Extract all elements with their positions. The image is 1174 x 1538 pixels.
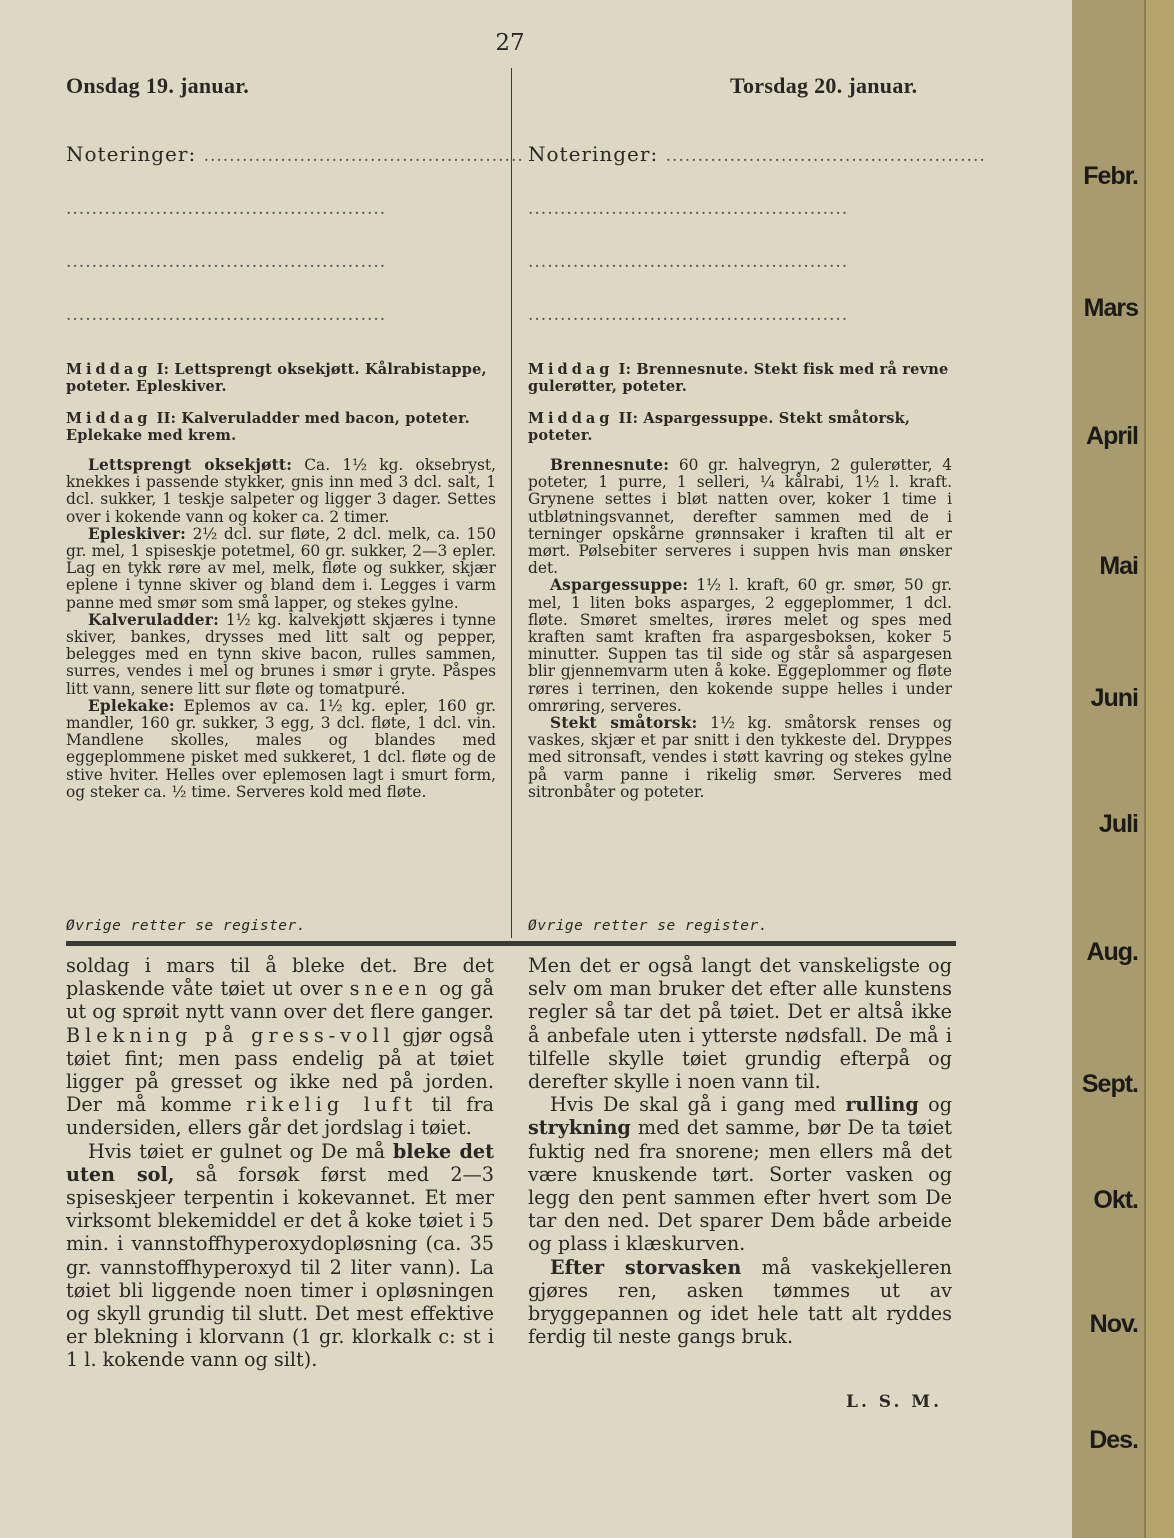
menu-1-right: Middag I: Brennesnute. Stekt fisk med rå revne gulerøtter, poteter. [528, 361, 949, 395]
menu-1-left: Middag I: Lettsprengt oksekjøtt. Kålrabistappe, poteter. Epleskiver. [66, 361, 487, 395]
recipe: Stekt småtorsk: 1½ kg. småtorsk renses og vaskes, skjær et par snitt i den tykkeste del. Dryppes med sitronsaft, vendes i støtt kavring og stekes gylne på varm panne i rikelig smør. Serveres med sitronbåter og poteter. [528, 714, 953, 801]
recipe: Eplekake: Eplemos av ca. 1½ kg. epler, 160 gr. mandler, 160 gr. sukker, 3 egg, 3 dcl. fløte, 1 dcl. vin. Mandlene skolles, males og blandes med eggeplommene pisket med sukkeret, 1 dcl. fløte og de stive hviter. Helles over eplemosen lagt i smurt form, og steker ca. ½ time. Serveres kold med fløte. [66, 696, 496, 801]
recipes-right [528, 457, 952, 801]
tab-juli[interactable]: Juli [1098, 810, 1138, 838]
tab-juni[interactable]: Juni [1090, 684, 1138, 712]
paragraph: soldag i mars til å bleke det. Bre det plaskende våte tøiet ut over sneen og gå ut og sprøit nytt vann over det flere ganger. Blekning på gress-voll gjør også tøiet fint; men pass endelig på at tøiet ligger på gresset og ikke ned på jorden. Der må komme rikelig luft til fra undersiden, ellers går det jordslag i tøiet. [66, 954, 494, 1140]
recipe: Brennesnute: 60 gr. halvegryn, 2 gulerøtter, 4 poteter, 1 purre, 1 selleri, ¼ kålrabi, 1½ l. kraft. Grynene settes i bløt natten over, koker 1 time i utbløtningsvannet, derefter sammen med de i terninger opskårne grønnsaker i kraften til alt er mørt. Pølsebiter serveres i suppen hvis man ønsker det. [528, 456, 952, 578]
notes-right [528, 142, 986, 166]
tab-april[interactable]: April [1086, 422, 1138, 450]
page-number: 27 [495, 30, 525, 56]
tab-mars[interactable]: Mars [1083, 294, 1138, 322]
tab-des[interactable]: Des. [1089, 1426, 1138, 1454]
section-divider [66, 941, 956, 946]
tab-strip [1144, 0, 1174, 1538]
paragraph: Hvis tøiet er gulnet og De må bleke det uten sol, så forsøk først med 2—3 spiseskjeer terpentin i kokevannet. Et mer virksomt blekemiddel er det å koke tøiet i 5 min. i vannstoffhyperoxydopløsning (ca. 35 gr. vannstoffhyperoxyd til 2 liter vann). La tøiet bli liggende noen timer i opløsningen og skyll grundig til slutt. Det mest effektive er blekning i klorvann (1 gr. klorkalk c: st i 1 l. kokende vann og silt). [66, 1139, 494, 1372]
dot-leader: .................................................. [203, 146, 524, 166]
month-index-tabs [1072, 0, 1174, 1538]
day-heading-right: Torsdag 20. januar. [730, 73, 918, 98]
recipe: Epleskiver: 2½ dcl. sur fløte, 2 dcl. melk, ca. 150 gr. mel, 1 spiseskje potetmel, 60 gr. sukker, 2—3 epler. Lag en tykk røre av mel, melk, fløte og sukker, skjær eplene i tynne skiver og bland dem i. Legges i varm panne med smør som små lapper, og stekes gylne. [66, 524, 496, 612]
recipe: Kalveruladder: 1½ kg. kalvekjøtt skjæres i tynne skiver, bankes, drysses med litt salt og pepper, belegges med en tynn skive bacon, rulles sammen, surres, vendes i mel og brunes i smør i gryte. Påspes litt vann, senere litt sur fløte og tomatpuré. [66, 610, 496, 698]
tab-okt[interactable]: Okt. [1093, 1186, 1138, 1214]
note-line: .................................................. [528, 305, 849, 325]
notes-label: Noteringer: [528, 142, 659, 166]
note-line: .................................................. [528, 199, 849, 219]
paragraph: Efter storvasken må vaskekjelleren gjøres ren, asken tømmes ut av bryggepannen og idet hele tatt alt ryddes ferdig til neste gangs bruk. [528, 1255, 952, 1349]
signature: L. S. M. [846, 1392, 943, 1412]
recipe: Lettsprengt oksekjøtt: Ca. 1½ kg. oksebryst, knekkes i passende stykker, gnis inn med 3 dcl. salt, 1 dcl. sukker, 1 teskje salpeter og ligger 3 dager. Settes over i kokende vann og koker ca. 2 timer. [66, 456, 496, 526]
note-line: .................................................. [528, 252, 849, 272]
note-line: .................................................. [66, 252, 387, 272]
dot-leader: .................................................. [665, 146, 986, 166]
note-line: .................................................. [66, 305, 387, 325]
menu-2-left: Middag II: Kalveruladder med bacon, poteter. Eplekake med krem. [66, 410, 470, 444]
notes-left [66, 142, 524, 166]
recipes-left [66, 457, 496, 801]
day-heading-left: Onsdag 19. januar. [66, 73, 250, 98]
notes-label: Noteringer: [66, 142, 197, 166]
recipe: Aspargessuppe: 1½ l. kraft, 60 gr. smør, 50 gr. mel, 1 liten boks asparges, 2 eggeplommer, 1 dcl. fløte. Smøret smeltes, irøres melet og spes med kraften samt kraften fra aspargesboksen, koker 5 minutter. Suppen tas til side og står så aspargesen blir gjennemvarm uten å koke. Eggeplommer og fløte røres i terrinen, den kokende suppe helles i under omrøring, serveres. [528, 576, 952, 715]
tab-febr[interactable]: Febr. [1083, 162, 1138, 190]
other-dishes-left: Øvrige retter se register. [66, 918, 306, 934]
other-dishes-right: Øvrige retter se register. [528, 918, 768, 934]
tab-mai[interactable]: Mai [1099, 552, 1138, 580]
tab-aug[interactable]: Aug. [1086, 938, 1138, 966]
paragraph: Hvis De skal gå i gang med rulling og strykning med det samme, bør De ta tøiet fuktig ned fra snorene; men ellers må det være knuskende tørt. Sorter vasken og legg den pent sammen efter hvert som De tar den ned. Det sparer Dem både arbeide og plass i klæskurven. [528, 1093, 953, 1256]
menu-2-right: Middag II: Aspargessuppe. Stekt småtorsk, poteter. [528, 410, 911, 444]
tab-sept[interactable]: Sept. [1081, 1070, 1138, 1098]
paragraph: Men det er også langt det vanskeligste og selv om man bruker det efter alle kunstens regler så tar det på tøiet. Det er altså ikke å anbefale uten i ytterste nødsfall. De må i tilfelle skylle tøiet grundig efterpå og derefter skylle i noen vann til. [528, 954, 952, 1094]
note-line: .................................................. [66, 199, 387, 219]
tab-nov[interactable]: Nov. [1089, 1310, 1138, 1338]
column-divider [511, 68, 512, 938]
article-left [66, 954, 494, 1372]
article-right [528, 954, 952, 1348]
